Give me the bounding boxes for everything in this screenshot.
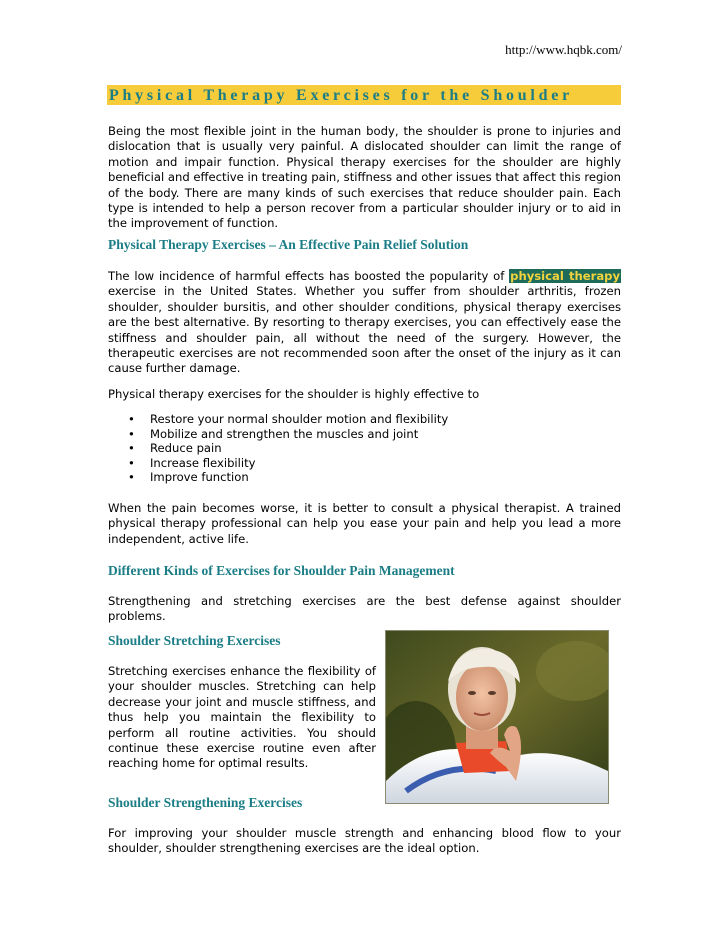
list-item: • Reduce pain	[128, 441, 222, 456]
heading-stretching-exercises: Shoulder Stretching Exercises	[108, 633, 281, 648]
page-title: Physical Therapy Exercises for the Shoulder	[109, 87, 573, 104]
bullet-icon: •	[128, 426, 135, 441]
paragraph-consult-therapist: When the pain becomes worse, it is better to consult a physical therapist. A trained physical therapy professional can help you ease your pain and help you lead a more independent, active life.	[108, 501, 621, 546]
header-url: http://www.hqbk.com/	[505, 42, 622, 57]
bullet-icon: •	[128, 412, 135, 426]
heading-strengthening-exercises: Shoulder Strengthening Exercises	[108, 795, 303, 810]
list-item: • Increase flexibility	[128, 455, 256, 470]
paragraph-effective-to: Physical therapy exercises for the shoulder is highly effective to	[108, 387, 480, 401]
paragraph-stretching: Stretching exercises enhance the flexibility of your shoulder muscles. Stretching can help decrease your joint and muscle stiffness, and thus help you maintain the flexibility to perform all routine activities. You should continue these exercise routine even after reaching home for optimal results.	[108, 664, 376, 771]
intro-paragraph: Being the most flexible joint in the human body, the shoulder is prone to injuries and dislocation that is usually very painful. A dislocated shoulder can limit the range of motion and impair function. Physical therapy exercises for the shoulder are highly beneficial and effective in treating pain, stiffness and other issues that affect this region of the body. There are many kinds of such exercises that reduce shoulder pain. Each type is intended to help a person recover from a particular shoulder injury or to aid in the improvement of function.	[108, 124, 621, 231]
paragraph-strengthening-stretching: Strengthening and stretching exercises are the best defense against shoulder problems.	[108, 594, 621, 624]
heading-pain-relief: Physical Therapy Exercises – An Effective Pain Relief Solution	[108, 237, 469, 252]
list-item: • Mobilize and strengthen the muscles and joint	[128, 426, 419, 441]
bullet-icon: •	[128, 455, 135, 470]
bullet-icon: •	[128, 441, 135, 456]
paragraph-popularity-rest: exercise in the United States. Whether you suffer from shoulder arthritis, frozen shoulder, shoulder bursitis, and other shoulder conditions, physical therapy exercises are the best alternative. By resorting to therapy exercises, you can effectively ease the stiffness and shoulder pain, all without the need of the surgery. However, the therapeutic exercises are not recommended soon after the onset of the injury as it can cause further damage.	[108, 284, 621, 376]
heading-kinds-of-exercises: Different Kinds of Exercises for Shoulder Pain Management	[108, 563, 455, 578]
benefits-list	[128, 412, 448, 485]
paragraph-popularity	[108, 269, 621, 377]
list-item: • Restore your normal shoulder motion and flexibility	[128, 412, 449, 426]
physical-therapy-link[interactable]: physical therapy	[510, 269, 620, 283]
paragraph-strengthening: For improving your shoulder muscle strength and enhancing blood flow to your shoulder, shoulder strengthening exercises are the ideal option.	[108, 826, 621, 856]
list-item: • Improve function	[128, 470, 249, 485]
woman-shoulder-pain-photo	[385, 630, 609, 804]
paragraph-popularity-start: The low incidence of harmful effects has boosted the popularity of	[108, 269, 510, 283]
bullet-icon: •	[128, 470, 135, 485]
